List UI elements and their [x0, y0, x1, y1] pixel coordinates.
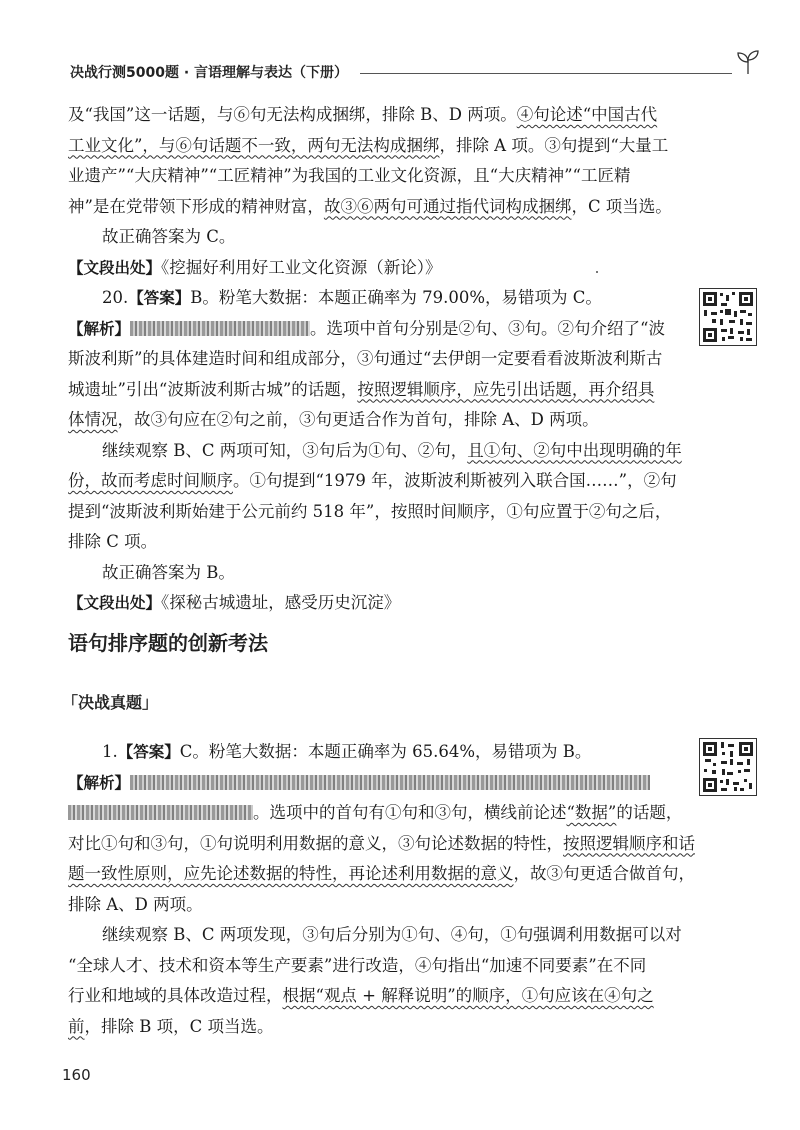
answer-line — [68, 283, 672, 314]
text-line: 斯波利斯”的具体建造时间和组成部分，③句通过“去伊朗一定要看看波斯波利斯古 — [68, 349, 663, 368]
text-line — [68, 1012, 672, 1043]
underlined-span: 按照逻辑顺序，应先引出话题，再介绍具 — [357, 379, 655, 399]
text-line — [68, 859, 695, 890]
analysis-tag: 【解析】 — [68, 319, 131, 338]
text-line — [68, 798, 683, 829]
underlined-span: 故③⑥两句可通过指代词构成捆绑 — [323, 196, 572, 216]
source-line — [68, 588, 672, 619]
source-text: 《挖掘好利用好工业文化资源（新论）》 — [161, 257, 442, 277]
text-span: ，C 项当选。 — [571, 196, 672, 216]
obscured-text — [130, 775, 650, 790]
question-number: 20. — [102, 288, 129, 307]
text-line — [68, 405, 672, 436]
qr-code[interactable] — [699, 738, 757, 796]
text-span: 神”是在党带领下形成的精神财富， — [68, 196, 324, 216]
underlined-span: 根据“观点 + 解释说明”的顺序，①句应该在④句之 — [282, 986, 654, 1005]
underlined-span: 份，故而考虑时间顺序 — [68, 471, 233, 490]
underlined-span: 体情况 — [68, 410, 118, 429]
explanation-block-19 — [68, 100, 682, 619]
text-span: 行业和地域的具体改造过程， — [68, 986, 283, 1005]
underlined-span: 题一致性原则，应先论述数据的特性，再论述利用数据的意义 — [68, 864, 514, 883]
text-line — [68, 131, 672, 162]
scan-speck — [596, 271, 598, 273]
text-line: 排除 C 项。 — [68, 532, 158, 551]
text-span: 及“我国”这一话题，与⑥句无法构成捆绑，排除 B、D 两项。 — [68, 105, 517, 124]
text-span: ，故③句应在②句之前，③句更适合作为首句，排除 A、D 两项。 — [117, 410, 599, 429]
analysis-tag: 【解析】 — [68, 773, 131, 792]
section-title: 语句排序题的创新考法 — [68, 631, 268, 655]
qr-code[interactable] — [699, 288, 757, 346]
text-line: 提到“波斯波利斯始建于公元前约 518 年”，按照时间顺序，①句应置于②句之后， — [68, 501, 672, 521]
header-rule — [360, 73, 732, 74]
answer-line — [68, 737, 672, 768]
page-number: 160 — [62, 1066, 91, 1084]
text-line — [68, 466, 677, 497]
text-line — [68, 100, 672, 131]
analysis-line — [68, 314, 672, 345]
text-span: 。选项中的首句有①句和③句，横线前论述 — [253, 803, 567, 822]
answer-text: C。粉笔大数据：本题正确率为 65.64%，易错项为 B。 — [179, 742, 592, 761]
text-line — [68, 829, 695, 860]
question-number: 1. — [102, 742, 118, 761]
source-text: 《探秘古城遗址，感受历史沉淀》 — [161, 593, 401, 612]
text-line — [68, 192, 672, 223]
underlined-span: 按照逻辑顺序和话 — [563, 833, 695, 853]
text-span: 城遗址”引出“波斯波利斯古城”的话题， — [68, 379, 358, 399]
text-line: “全球人才、技术和资本等生产要素”进行改造，④句指出“加速不同要素”在不同 — [68, 955, 647, 975]
text-span: ，故③句更适合做首句， — [513, 864, 695, 883]
answer-tag: 【答案】 — [117, 743, 180, 761]
book-title: 决战行测5000题 · 言语理解与表达（下册） — [70, 65, 349, 81]
underlined-span: “数据” — [566, 803, 617, 822]
subsection-title: 「决战真题」 — [62, 693, 159, 712]
text-line: 继续观察 B、C 两项发现，③句后分别为①句、④句，①句强调利用数据可以对 — [102, 925, 682, 944]
analysis-line — [68, 768, 672, 799]
page-header — [60, 60, 760, 84]
text-span: 的话题， — [616, 803, 683, 822]
text-span: ，排除 B 项，C 项当选。 — [84, 1016, 274, 1036]
explanation-block-1 — [68, 737, 695, 1042]
underlined-span: 且①句、②句中出现明确的年 — [467, 440, 682, 460]
source-tag: 【文段出处】 — [68, 594, 162, 612]
answer-line: 故正确答案为 C。 — [102, 227, 236, 246]
text-line — [68, 436, 682, 467]
text-span: 。选项中首句分别是②句、③句。②句介绍了“波 — [310, 318, 665, 338]
answer-tag: 【答案】 — [128, 289, 191, 307]
answer-line: 故正确答案为 B。 — [102, 562, 235, 582]
underlined-span: 前 — [68, 1016, 85, 1036]
answer-text: B。粉笔大数据：本题正确率为 79.00%，易错项为 C。 — [190, 288, 602, 307]
obscured-text — [68, 805, 253, 820]
sprout-icon — [732, 46, 764, 78]
text-span: ，排除 A 项。③句提到“大量工 — [439, 135, 669, 155]
text-line: 排除 A、D 两项。 — [68, 894, 203, 914]
obscured-text — [130, 321, 310, 336]
source-tag: 【文段出处】 — [68, 258, 162, 277]
text-line — [68, 981, 672, 1012]
text-span: 对比①句和③句，①句说明利用数据的意义，③句论述数据的特性， — [68, 833, 563, 853]
underlined-span: ④句论述“中国古代 — [516, 105, 658, 124]
underlined-span: 工业文化”，与⑥句话题不一致，两句无法构成捆绑 — [68, 135, 440, 155]
text-line: 业遗产”“大庆精神”“工匠精神”为我国的工业文化资源，且“大庆精神”“工匠精 — [68, 166, 631, 185]
text-line — [68, 375, 672, 406]
text-span: 继续观察 B、C 两项可知，③句后为①句、②句， — [102, 440, 468, 460]
source-line — [68, 253, 672, 284]
text-span: 。①句提到“1979 年，波斯波利斯被列入联合国……”，②句 — [233, 471, 677, 490]
